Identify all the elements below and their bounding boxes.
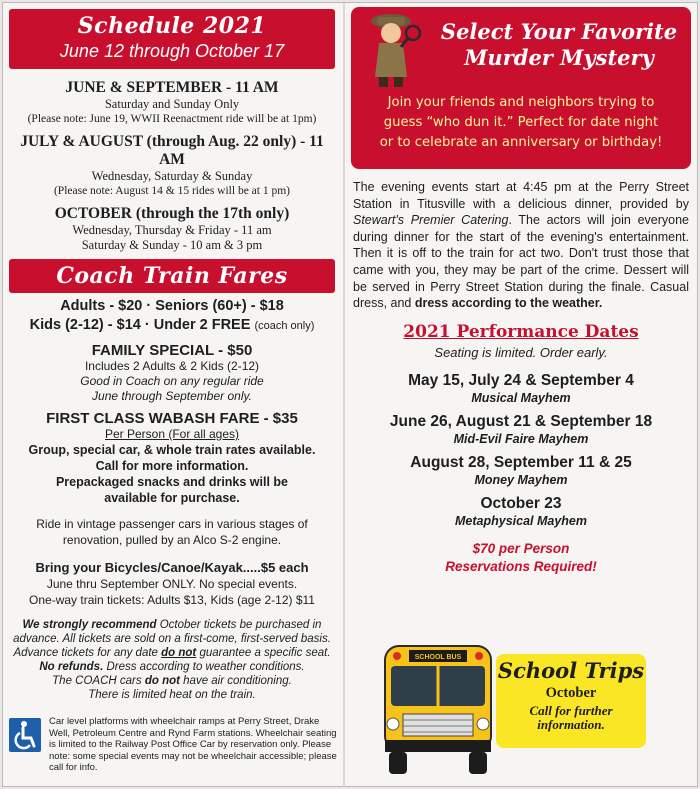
policy-text: The COACH cars <box>52 675 145 687</box>
policy-emphasis: No refunds. <box>39 661 104 673</box>
evening-text: The evening events start at 4:45 pm at the Perry Street Station in Titusville with a delicious dinner, provided by <box>353 180 689 211</box>
fares-section <box>9 297 335 506</box>
policy-emphasis: do not <box>144 675 180 687</box>
policy-line <box>9 674 335 688</box>
accessibility-text: Car level platforms with wheelchair ramps at Perry Street, Drake Well, Petroleum Centre and Rynd Farm stations. Wheelchair seating is limited to the Railway Post Office Car by reservation only. Please note: some special events may not be wheelchair accessible; please call for info. <box>49 716 337 773</box>
fares-banner <box>9 259 335 293</box>
performance-item <box>351 495 691 528</box>
school-trips-box <box>496 654 646 748</box>
first-class-heading: FIRST CLASS WABASH FARE - $35 <box>46 410 298 427</box>
school-trips-title: School Trips <box>497 658 645 683</box>
schedule-note: (Please note: August 14 & 15 rides will be at 1 pm) <box>53 185 291 197</box>
schedule-days: Saturday & Sunday - 10 am & 3 pm <box>81 238 263 252</box>
performance-dates: June 26, August 21 & September 18 <box>389 412 653 430</box>
mystery-title <box>427 19 691 71</box>
performance-dates: August 28, September 11 & 25 <box>410 453 632 471</box>
schedule-banner <box>9 9 335 69</box>
schedule-days: Saturday and Sunday Only <box>104 97 240 111</box>
column-divider <box>343 3 345 788</box>
price-per-person: $70 per Person <box>472 540 570 556</box>
bicycle-section <box>9 560 335 608</box>
family-special-line: Includes 2 Adults & 2 Kids (2-12) <box>84 359 260 373</box>
performance-dates: May 15, July 24 & September 4 <box>408 371 634 389</box>
school-call-line: Call for further <box>529 703 613 718</box>
family-special-line: June through September only. <box>92 389 252 403</box>
mystery-intro-line: or to celebrate an anniversary or birthday! <box>379 135 663 150</box>
bicycle-line: June thru September ONLY. No special events. <box>46 577 298 591</box>
performance-name: Mid-Evil Faire Mayhem <box>453 431 589 446</box>
policy-line <box>9 618 335 632</box>
fares-title: Coach Train Fares <box>56 263 288 289</box>
mystery-title-line: Select Your Favorite <box>440 19 678 44</box>
ticket-policy-note <box>9 618 335 702</box>
schedule-dates: June 12 through October 17 <box>59 41 285 61</box>
schedule-heading-july-aug: JULY & AUGUST (through Aug. 22 only) - 11 AM <box>20 133 324 168</box>
policy-emphasis: We strongly recommend <box>22 619 157 631</box>
dress-note: dress according to the weather. <box>414 296 603 311</box>
schedule-heading-october: OCTOBER (through the 17th only) <box>54 205 290 222</box>
policy-line: advance. All tickets are sold on a first-come, first-served basis. <box>13 633 331 645</box>
schedule-title: Schedule 2021 <box>77 13 267 39</box>
school-call-line: information. <box>537 717 605 732</box>
vintage-ride-line: renovation, pulled by an Alco S-2 engine. <box>62 533 282 547</box>
policy-line <box>9 660 335 674</box>
price-note <box>351 540 691 576</box>
mystery-title-line: Murder Mystery <box>464 45 654 70</box>
policy-line <box>9 646 335 660</box>
bicycle-heading: Bring your Bicycles/Canoe/Kayak.....$5 each <box>35 560 309 575</box>
performance-title <box>351 322 691 342</box>
first-class-line: Group, special car, & whole train rates available. <box>28 443 316 457</box>
mystery-intro-line: guess “who dun it.” Perfect for date night <box>383 115 659 130</box>
caterer-name: Stewart's Premier Catering <box>353 213 509 228</box>
evening-description <box>351 179 691 312</box>
fare-line-adults: Adults - $20 · Seniors (60+) - $18 <box>60 298 284 314</box>
vintage-ride-paragraph <box>9 516 335 548</box>
policy-text: have air conditioning. <box>179 675 292 687</box>
schedule-heading-june-sept: JUNE & SEPTEMBER - 11 AM <box>65 79 279 96</box>
performance-subtitle: Seating is limited. Order early. <box>434 344 608 360</box>
brochure-page <box>2 2 698 787</box>
school-bus-icon <box>379 640 497 778</box>
policy-text: October tickets be purchased in <box>156 619 322 631</box>
performance-item <box>351 454 691 487</box>
policy-line: There is limited heat on the train. <box>88 689 256 701</box>
performance-name: Money Mayhem <box>474 472 568 487</box>
schedule-note: (Please note: June 19, WWII Reenactment ride will be at 1pm) <box>27 113 317 125</box>
fare-kids-text: Kids (2-12) - $14 · Under 2 FREE <box>29 317 251 333</box>
performance-dates: October 23 <box>480 494 562 512</box>
fare-line-kids <box>9 316 335 336</box>
school-trips-month: October <box>545 685 597 701</box>
mystery-intro <box>359 93 683 153</box>
performance-name: Musical Mayhem <box>471 390 571 405</box>
schedule-list <box>9 79 335 253</box>
performance-title-text: 2021 Performance Dates <box>403 321 639 342</box>
mystery-intro-line: Join your friends and neighbors trying to <box>387 95 655 110</box>
detective-icon <box>361 11 423 89</box>
reservations-required: Reservations Required! <box>445 558 597 574</box>
first-class-per-person: Per Person (For all ages) <box>104 427 240 441</box>
policy-text: Advance tickets for any date <box>13 647 162 659</box>
evening-text: . The actors will join everyone during dinner for the start of the evening's entertainment. Then it is off to the train for act two. Don't trust those that came with you, they may be part of the crime. Dessert will be served in Perry Street Station during the finale. Casual dress, and <box>353 213 689 311</box>
performance-item <box>351 372 691 405</box>
wheelchair-icon <box>9 718 41 752</box>
fare-kids-note: (coach only) <box>254 320 315 332</box>
family-special-heading: FAMILY SPECIAL - $50 <box>91 342 253 359</box>
first-class-line: Call for more information. <box>95 459 249 473</box>
family-special-line: Good in Coach on any regular ride <box>80 374 264 388</box>
right-column <box>351 7 691 576</box>
first-class-line: Prepackaged snacks and drinks will be <box>55 475 289 489</box>
schedule-days: Wednesday, Thursday & Friday - 11 am <box>72 223 272 237</box>
vintage-ride-line: Ride in vintage passenger cars in various stages of <box>36 517 308 531</box>
murder-mystery-banner <box>351 7 691 169</box>
school-trips-call <box>496 704 646 732</box>
bicycle-line: One-way train tickets: Adults $13, Kids (age 2-12) $11 <box>29 593 315 607</box>
bus-sign: SCHOOL BUS <box>414 654 462 661</box>
policy-text: Dress according to weather conditions. <box>103 661 305 673</box>
first-class-line: available for purchase. <box>104 491 240 505</box>
policy-emphasis: do not <box>161 647 197 659</box>
left-column <box>9 9 335 702</box>
performance-item <box>351 413 691 446</box>
performance-name: Metaphysical Mayhem <box>455 513 587 528</box>
policy-text: guarantee a specific seat. <box>196 647 331 659</box>
schedule-days: Wednesday, Saturday & Sunday <box>91 169 253 183</box>
